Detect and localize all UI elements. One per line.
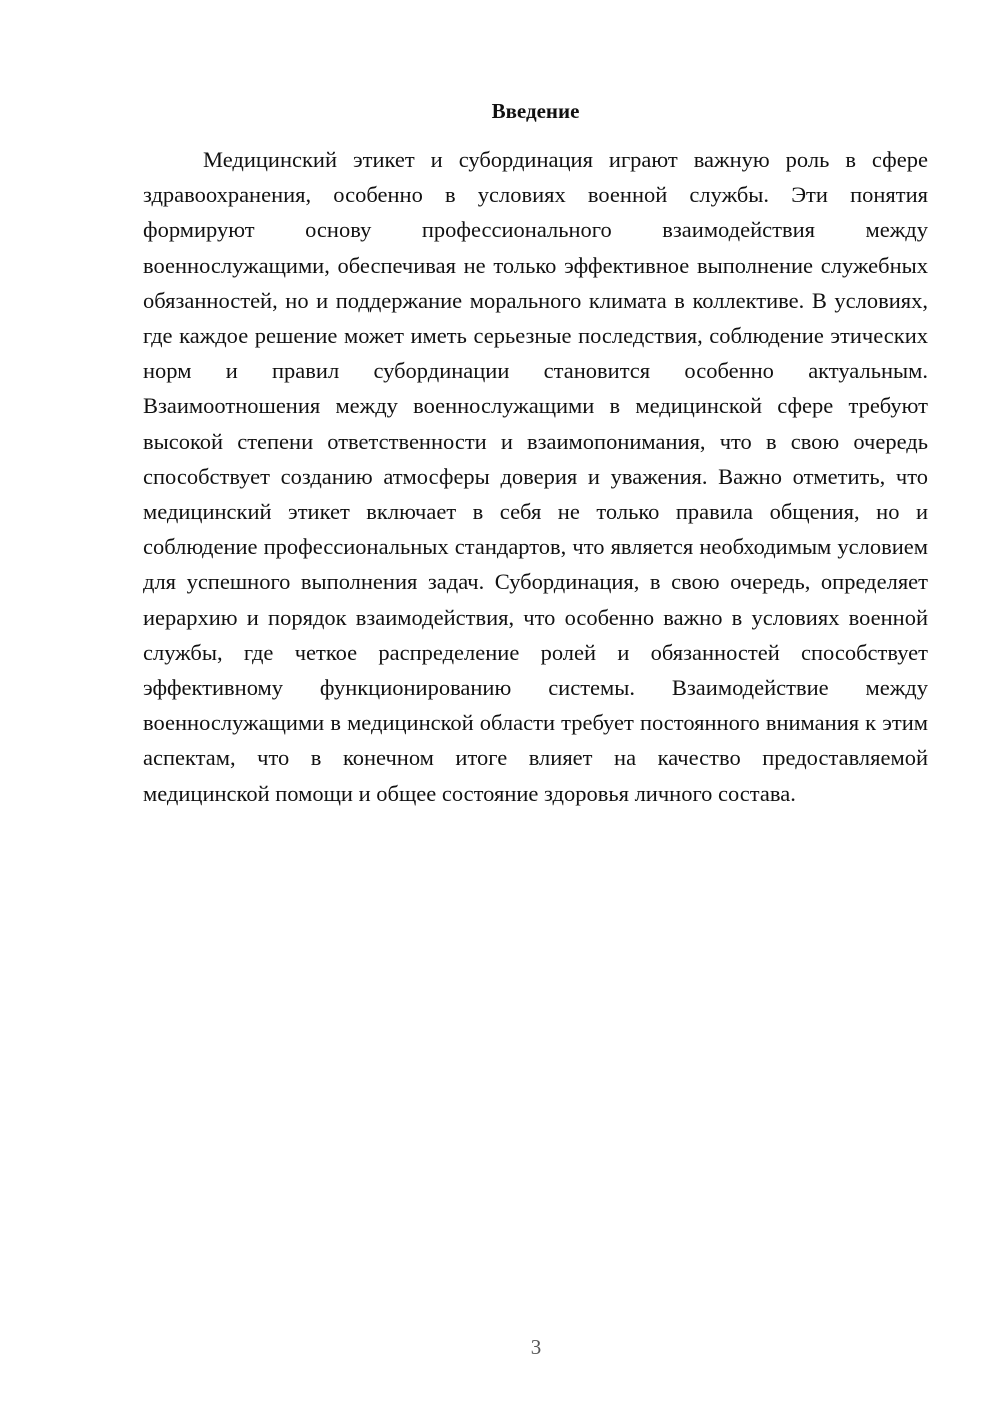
page-number: 3 [530,1335,542,1359]
section-title: Введение [491,99,580,123]
body-paragraph: Медицинский этикет и субординация играют важную роль в сфере здравоохранения, особенно в условиях военной службы. Эти понятия формируют основу профессионального взаимодействия между военнослужащими, обеспечивая не только эффективное выполнение служебных обязанностей, но и поддержание морального климата в коллективе. В условиях, где каждое решение может иметь серьезные последствия, соблюдение этических норм и правил субординации становится особенно актуальным. Взаимоотношения между военнослужащими в медицинской сфере требуют высокой степени ответственности и взаимопонимания, что в свою очередь способствует созданию атмосферы доверия и уважения. Важно отметить, что медицинский этикет включает в себя не только правила общения, но и соблюдение профессиональных стандартов, что является необходимым условием для успешного выполнения задач. Субординация, в свою очередь, определяет иерархию и порядок взаимодействия, что особенно важно в условиях военной службы, где четкое распределение ролей и обязанностей способствует эффективному функционированию системы. Взаимодействие между военнослужащими в медицинской области требует постоянного внимания к этим аспектам, что в конечном итоге влияет на качество предоставляемой медицинской помощи и общее состояние здоровья личного состава. [143,147,928,806]
